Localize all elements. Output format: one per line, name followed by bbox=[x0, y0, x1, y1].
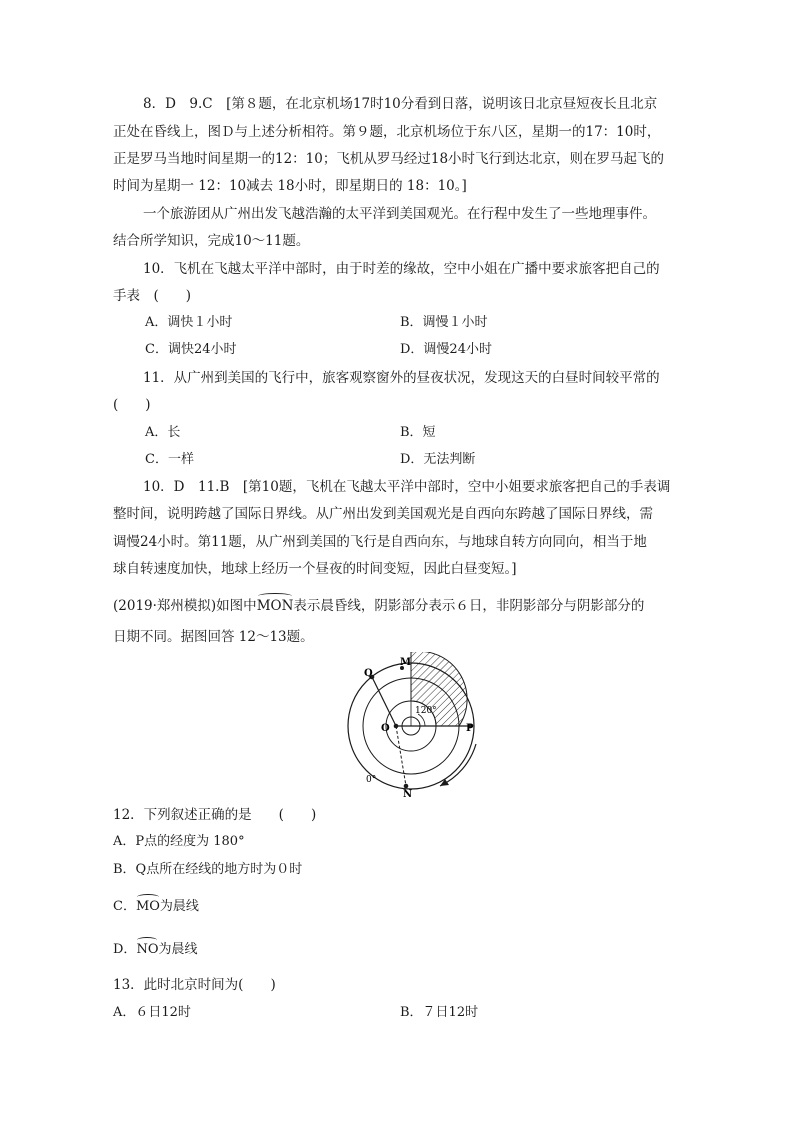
line-o-n-dashed bbox=[396, 726, 406, 786]
question-12-option-c bbox=[113, 898, 199, 916]
question-11-option-b: B．短 bbox=[400, 425, 436, 440]
answer-8-9-line4: 时间为星期一 12：10减去 18小时，即星期日的 18：10。] bbox=[113, 178, 467, 194]
intro-12-13-line2: 日期不同。据图回答 12～13题。 bbox=[113, 629, 314, 645]
option-d-letter: D． bbox=[113, 942, 137, 957]
question-13-option-b: B．７日12时 bbox=[400, 1005, 479, 1020]
question-10-option-d: D．调慢24小时 bbox=[400, 342, 492, 357]
arc-no-label: NO bbox=[136, 942, 159, 957]
label-p: P bbox=[466, 723, 474, 734]
question-10-option-b: B．调慢１小时 bbox=[400, 315, 488, 330]
terminator-polar-diagram bbox=[320, 652, 500, 800]
answer-10-11-line2: 整时间，说明跨越了国际日界线。从广州出发到美国观光是自西向东跨越了国际日界线，需 bbox=[113, 506, 653, 522]
answer-8-9-line3: 正是罗马当地时间星期一的12：10；飞机从罗马经过18小时飞行到达北京，则在罗马起飞的 bbox=[113, 151, 665, 167]
arc-mon-label: MON bbox=[256, 598, 294, 614]
point-n bbox=[404, 784, 409, 789]
arc-mo-label: MO bbox=[135, 899, 160, 914]
intro-10-11-line2: 结合所学知识，完成10～11题。 bbox=[113, 233, 310, 249]
question-12-stem: 12．下列叙述正确的是 ( ) bbox=[113, 807, 317, 823]
answer-10-11-line1: 10．D 11.B [第10题，飞机在飞越太平洋中部时，空中小姐要求旅客把自己的手表调 bbox=[143, 479, 671, 495]
answer-10-11-line4: 球自转速度加快，地球上经历一个昼夜的时间变短，因此白昼变短。] bbox=[113, 561, 517, 577]
intro-12-13-suffix: 表示晨昏线，阴影部分表示６日，非阴影部分与阴影部分的 bbox=[293, 598, 645, 614]
label-m: M bbox=[400, 657, 412, 668]
option-d-text: 为晨线 bbox=[158, 942, 198, 957]
line-q-o bbox=[372, 677, 396, 726]
question-11-stem-line2: ( ) bbox=[113, 397, 151, 413]
question-13-stem: 13．此时北京时间为( ) bbox=[113, 977, 276, 993]
question-11-option-a: A．长 bbox=[145, 425, 181, 440]
question-10-option-a: A．调快１小时 bbox=[145, 315, 233, 330]
intro-12-13-prefix: (2019·郑州模拟)如图中 bbox=[113, 598, 257, 614]
question-11-option-d: D．无法判断 bbox=[400, 452, 476, 467]
intro-12-13-line1 bbox=[113, 597, 644, 615]
question-11-option-c: C．一样 bbox=[145, 452, 194, 467]
question-13-option-a: A．６日12时 bbox=[113, 1005, 191, 1020]
label-o: O bbox=[381, 723, 390, 734]
question-10-option-c: C．调快24小时 bbox=[145, 342, 237, 357]
point-o bbox=[394, 724, 399, 729]
question-10-stem-line2: 手表 ( ) bbox=[113, 288, 192, 304]
option-c-letter: C． bbox=[113, 899, 136, 914]
option-c-text: 为晨线 bbox=[159, 899, 199, 914]
label-n: N bbox=[403, 789, 413, 800]
question-12-option-d bbox=[113, 941, 198, 959]
question-11-stem-line1: 11．从广州到美国的飞行中，旅客观察窗外的昼夜状况，发现这天的白昼时间较平常的 bbox=[143, 370, 660, 386]
question-12-option-a: A．P点的经度为 180° bbox=[113, 834, 245, 849]
label-zero-degree: 0° bbox=[366, 775, 377, 785]
question-10-stem-line1: 10．飞机在飞越太平洋中部时，由于时差的缘故，空中小姐在广播中要求旅客把自己的 bbox=[143, 261, 660, 277]
label-angle-120: 120° bbox=[415, 706, 437, 716]
answer-8-9-line1: 8．D 9.C [第８题，在北京机场17时10分看到日落，说明该日北京昼短夜长且北京 bbox=[143, 96, 658, 112]
question-12-option-b: B．Q点所在经线的地方时为０时 bbox=[113, 862, 303, 877]
answer-8-9-line2: 正处在昏线上，图Ｄ与上述分析相符。第９题，北京机场位于东八区，星期一的17：10时， bbox=[113, 124, 661, 140]
answer-10-11-line3: 调慢24小时。第11题，从广州到美国的飞行是自西向东，与地球自转方向同向，相当于地 bbox=[113, 534, 647, 550]
label-q: Q bbox=[364, 668, 373, 679]
intro-10-11-line1: 一个旅游团从广州出发飞越浩瀚的太平洋到美国观光。在行程中发生了一些地理事件。 bbox=[143, 206, 656, 222]
